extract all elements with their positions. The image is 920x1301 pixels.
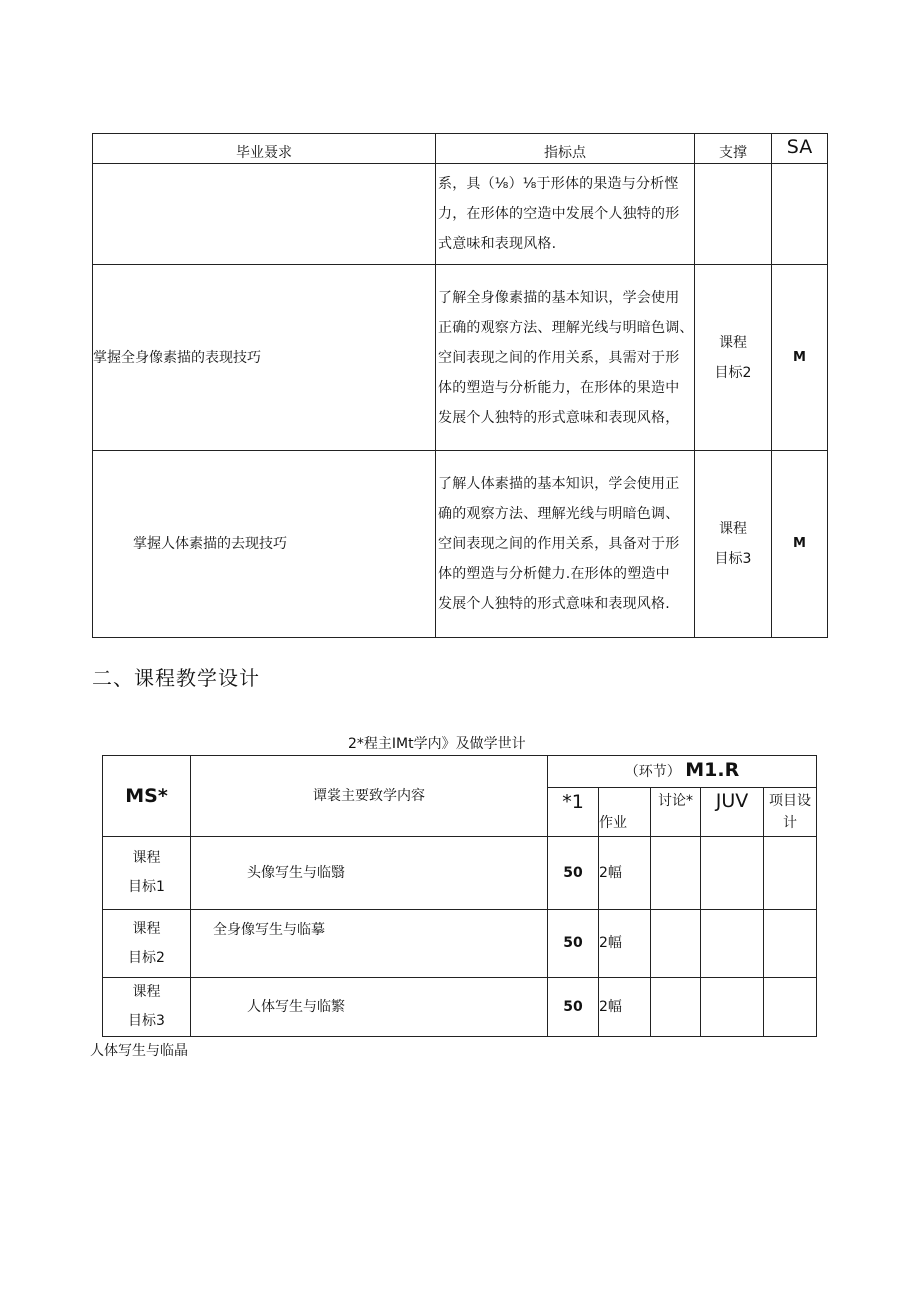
header-level: SA — [772, 134, 828, 164]
teaching-design-table — [102, 755, 817, 1037]
discussion-cell — [651, 978, 701, 1037]
table-header-row — [93, 134, 828, 164]
indicator-line: 空间表现之间的作用关系，具备对于形 — [438, 536, 680, 552]
footer-text: 人体写生与临晶 — [90, 1043, 188, 1059]
indicator-line: 体的塑造与分析健力.在形体的塑造中 — [438, 566, 670, 582]
header-requirement: 毕业聂求 — [93, 134, 436, 164]
indicator-line: 力，在形体的空造中发展个人独特的形 — [438, 206, 680, 222]
table-row — [103, 978, 817, 1037]
indicator-line: 正确的观察方法、理解光线与明暗色调、 — [438, 319, 694, 336]
indicator-line: 确的观察方法、理解光线与明暗色调、 — [438, 506, 680, 522]
content-cell: 头像写生与临翳 — [191, 837, 548, 910]
subheader-homework: 作业 — [599, 788, 651, 837]
goal-line: 课程 — [132, 850, 161, 866]
header-content: 谭裳主要致学内容 — [191, 756, 548, 837]
subheader-discussion: 讨论* — [651, 788, 701, 837]
table-row — [103, 837, 817, 910]
indicator-line: 空间表现之间的作用关系，具需对于形 — [438, 349, 680, 366]
juv-cell — [701, 910, 764, 978]
support-line: 目标2 — [714, 364, 752, 381]
project-cell — [764, 978, 817, 1037]
homework-cell: 2幅 — [599, 837, 651, 910]
indicator-cell — [436, 265, 695, 451]
goal-line: 目标1 — [128, 879, 165, 895]
homework-cell: 2幅 — [599, 910, 651, 978]
hours-cell: 50 — [548, 837, 599, 910]
juv-cell — [701, 978, 764, 1037]
support-line: 课程 — [719, 521, 747, 537]
graduation-requirements-table — [92, 133, 828, 638]
goal-line: 课程 — [132, 984, 161, 1000]
indicator-line: 发展个人独特的形式意味和表现风格. — [438, 596, 670, 612]
table-row — [103, 910, 817, 978]
support-line: 课程 — [719, 334, 747, 351]
goal-line: 目标2 — [128, 949, 165, 966]
discussion-cell — [651, 837, 701, 910]
requirement-cell: 掌握全身像素描的表现技巧 — [93, 265, 436, 451]
indicator-cell — [436, 451, 695, 638]
table-header-row — [103, 756, 817, 788]
goal-line: 目标3 — [128, 1013, 165, 1029]
homework-cell: 2幅 — [599, 978, 651, 1037]
indicator-line: 发展个人独特的形式意味和表现风格， — [438, 409, 680, 426]
indicator-line: 了解人体素描的基本知识，学会使用正 — [438, 476, 680, 492]
table-row — [93, 451, 828, 638]
level-cell: M — [772, 265, 828, 451]
requirement-cell — [93, 164, 436, 265]
content-cell: 人体写生与临繁 — [191, 978, 548, 1037]
table-row — [93, 164, 828, 265]
goal-cell — [103, 910, 191, 978]
table-caption: 2*程主IMt学内》及做学世计 — [348, 736, 526, 752]
support-cell — [695, 451, 772, 638]
header-goal: MS* — [103, 756, 191, 837]
goal-cell — [103, 837, 191, 910]
support-line: 目标3 — [714, 551, 752, 567]
subheader-juv: JUV — [701, 788, 764, 837]
subheader-hours: *1 — [548, 788, 599, 837]
content-cell: 全身像写生与临摹 — [191, 910, 548, 978]
hours-cell: 50 — [548, 978, 599, 1037]
hours-cell: 50 — [548, 910, 599, 978]
table-row — [93, 265, 828, 451]
header-support: 支撑 — [695, 134, 772, 164]
goal-line: 课程 — [132, 920, 161, 937]
indicator-line: 系，具（⅛）⅛于形体的果造与分析悭 — [438, 176, 679, 192]
section-heading: 二、课程教学设计 — [92, 666, 260, 690]
header-indicator: 指标点 — [436, 134, 695, 164]
requirement-cell: 掌握人体素描的去现技巧 — [93, 451, 436, 638]
support-cell — [695, 164, 772, 265]
subheader-project: 项目设计 — [764, 788, 817, 837]
indicator-line: 式意味和表现风格. — [438, 236, 557, 252]
project-cell — [764, 910, 817, 978]
juv-cell — [701, 837, 764, 910]
level-cell: M — [772, 451, 828, 638]
header-group — [548, 756, 817, 788]
discussion-cell — [651, 910, 701, 978]
header-group-prefix: （环节） — [624, 764, 681, 780]
level-cell — [772, 164, 828, 265]
indicator-cell — [436, 164, 695, 265]
support-cell — [695, 265, 772, 451]
indicator-line: 体的塑造与分析能力，在形体的果造中 — [438, 379, 680, 396]
project-cell — [764, 837, 817, 910]
header-group-label: M1.R — [685, 759, 740, 781]
indicator-line: 了解全身像素描的基本知识，学会使用 — [438, 289, 680, 306]
goal-cell — [103, 978, 191, 1037]
